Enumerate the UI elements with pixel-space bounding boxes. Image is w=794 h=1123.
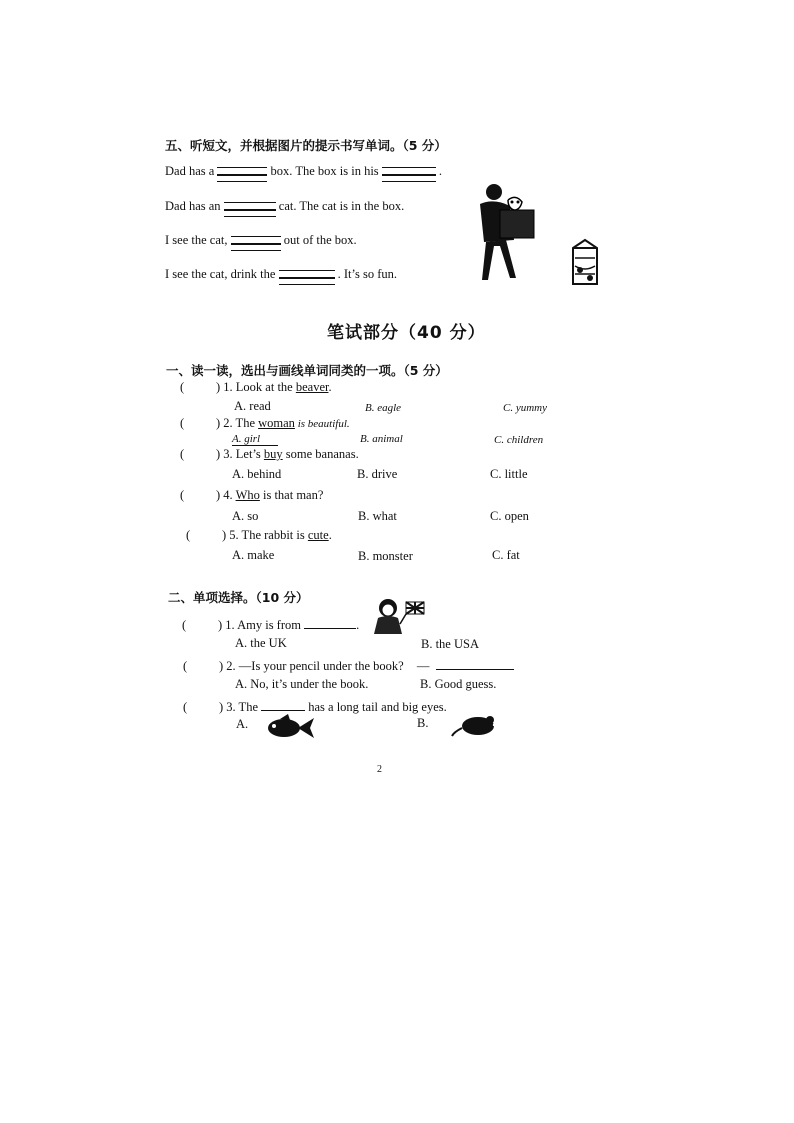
girl-with-uk-flag-illustration [372,596,428,636]
p1-q4-c: C. open [490,509,529,523]
p1-q2-b: B. animal [360,433,403,445]
p1-q5-b: B. monster [358,549,413,563]
answer-paren[interactable]: ( [183,700,188,714]
answer-paren[interactable]: ( [186,528,191,542]
answer-blank[interactable] [304,616,356,629]
man-carrying-box-illustration [470,180,540,285]
p2-q1: ( ) 1. Amy is from . [182,618,360,632]
answer-blank[interactable] [279,268,335,282]
p1-q4: ( ) 4. Who is that man? [180,488,324,502]
written-part-title: 笔试部分（40 分） [327,323,486,343]
answer-blank[interactable] [231,234,281,248]
p1-q4-b: B. what [358,509,397,523]
p2-q3: ( ) 3. The has a long tail and big eyes. [183,700,447,714]
p2-q1-b: B. the USA [421,637,479,651]
p1-q3-b: B. drive [357,467,398,481]
p1-q3-c: C. little [490,467,528,481]
answer-paren[interactable]: ( [183,659,188,673]
part2-title: 二、单项选择。（10 分） [168,590,309,605]
p2-q1-a: A. the UK [235,636,287,650]
p1-q5-a: A. make [232,548,275,562]
p2-q2: ( ) 2. —Is your pencil under the book? — [183,657,514,674]
part1-title: 一、读一读，选出与画线单词同类的一项。（5 分） [166,363,448,378]
p2-q2-b: B. Good guess. [420,677,497,691]
p1-q1: ( ) 1. Look at the beaver. [180,380,332,394]
answer-paren[interactable]: ( [180,416,185,430]
p2-q3-b: B. [417,716,429,730]
p1-q2-c: C. children [494,434,544,446]
page-number: 2 [377,764,382,775]
s5-line-1: Dad has a box. The box is in his . [165,164,442,179]
section5-title: 五、听短文，并根据图片的提示书写单词。（5 分） [165,138,447,153]
mouse-icon [450,712,502,738]
answer-blank[interactable] [436,657,514,670]
s5-line-4: I see the cat, drink the . It’s so fun. [165,267,397,282]
p1-q2: ( ) 2. The woman is beautiful. [180,416,350,430]
answer-blank[interactable] [224,200,276,214]
p1-q3: ( ) 3. Let’s buy some bananas. [180,447,359,461]
answer-blank[interactable] [261,698,305,711]
p1-q4-a: A. so [232,509,259,523]
p1-q3-a: A. behind [232,467,282,481]
p1-q2-a: A. girl [232,433,278,446]
answer-paren[interactable]: ( [182,618,187,632]
goldfish-icon [262,714,318,742]
p1-q1-c: C. yummy [503,402,547,414]
s5-line-2: Dad has an cat. The cat is in the box. [165,199,404,214]
s5-line-3: I see the cat, out of the box. [165,233,357,248]
p1-q1-a: A. read [234,399,271,413]
p1-q5-c: C. fat [492,548,520,562]
answer-paren[interactable]: ( [180,380,185,394]
p2-q2-a: A. No, it’s under the book. [235,677,369,691]
answer-blank[interactable] [217,165,267,179]
p1-q1-b: B. eagle [365,402,402,414]
milk-carton-icon [565,238,605,288]
p2-q3-a: A. [236,717,249,731]
answer-paren[interactable]: ( [180,488,185,502]
p1-q5: ( ) 5. The rabbit is cute. [186,528,332,542]
answer-paren[interactable]: ( [180,447,185,461]
answer-blank[interactable] [382,165,436,179]
